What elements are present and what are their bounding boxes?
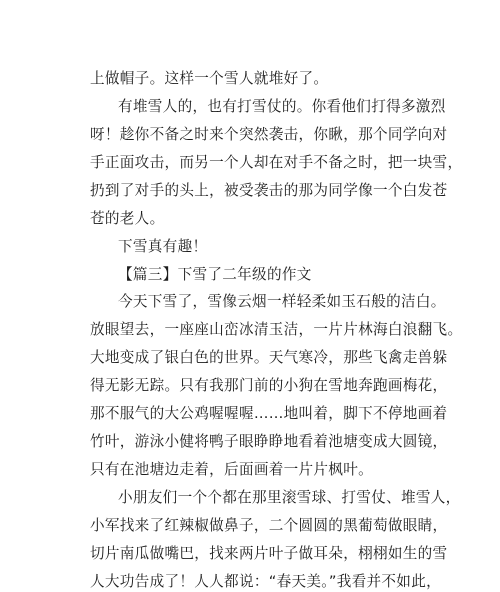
text-line: 人大功告成了！人人都说：“春天美。”我看并不如此， bbox=[90, 573, 441, 590]
text-line: 那不服气的大公鸡喔喔喔……地叫着，脚下不停地画着 bbox=[90, 405, 448, 422]
paragraph-start: 今天下雪了，雪像云烟一样轻柔如玉石般的洁白。 bbox=[118, 293, 446, 310]
paragraph-start: 小朋友们一个个都在那里滚雪球、打雪仗、堆雪人， bbox=[118, 489, 461, 506]
text-line: 切片南瓜做嘴巴，找来两片叶子做耳朵，栩栩如生的雪 bbox=[90, 545, 448, 562]
text-line: 苍的老人。 bbox=[90, 210, 165, 227]
text-line: 扔到了对手的头上，被受袭击的那为同学像一个白发苍 bbox=[90, 182, 448, 199]
text-line: 只有在池塘边走着，后面画着一片片枫叶。 bbox=[90, 461, 373, 478]
text-line: 小军找来了红辣椒做鼻子，二个圆圆的黑葡萄做眼睛， bbox=[90, 517, 448, 534]
text-line: 手正面攻击，而另一个人却在对手不备之时，把一块雪， bbox=[90, 154, 463, 171]
section-heading: 【篇三】下雪了二年级的作文 bbox=[118, 266, 312, 283]
text-line: 得无影无踪。只有我那门前的小狗在雪地奔跑画梅花， bbox=[90, 377, 448, 394]
text-line: 竹叶，游泳小健将鸭子眼睁睁地看着池塘变成大圆镜， bbox=[90, 433, 448, 450]
text-line: 大地变成了银白色的世界。天气寒冷，那些飞禽走兽躲 bbox=[90, 349, 448, 366]
paragraph-start: 有堆雪人的，也有打雪仗的。你看他们打得多激烈 bbox=[118, 98, 446, 115]
paragraph-start: 下雪真有趣！ bbox=[118, 238, 208, 255]
text-line: 上做帽子。这样一个雪人就堆好了。 bbox=[90, 70, 329, 87]
text-line: 呀！趁你不备之时来个突然袭击，你瞅，那个同学向对 bbox=[90, 126, 448, 143]
text-line: 放眼望去，一座座山峦冰清玉洁，一片片林海白浪翻飞。 bbox=[90, 321, 463, 338]
